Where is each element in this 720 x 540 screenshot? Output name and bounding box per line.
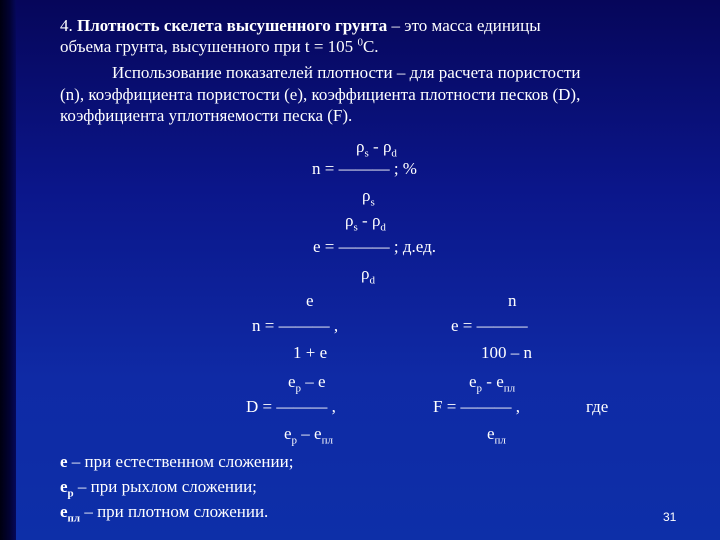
formula-F-line: F = ――― , [433,397,521,416]
item-number: 4. [60,16,73,35]
formula-F-numerator: $е_p - е_{пл}$ [469,372,516,395]
formula-e2-line: е = ――― [451,316,528,335]
formula-n-denominator: $\rho_s$ [362,186,375,209]
legend-item-natural: е – при естественном сложении; [60,452,294,471]
formula-e-numerator: $\rho_s - \rho_d$ [345,211,386,234]
paragraph-2-line-1: Использование показателей плотности – для расчета пористости [112,63,581,82]
formula-e2-numerator: n [508,291,517,310]
legend-item-loose: $е_p$ – при рыхлом сложении; [60,477,257,500]
formula-e-line: е = ――― ; д.ед. [313,237,436,256]
paragraph-2-line-3: коэффициента уплотняемости песка (F). [60,106,353,125]
formula-D-line: D = ――― , [246,397,336,416]
paragraph-1-line-1 [60,16,541,36]
paragraph-2-line-2: (n), коэффициента пористости (е), коэффициента плотности песков (D), [60,85,581,104]
formula-D-denominator: $е_p - е_{пл}$ [284,424,333,447]
formula-e-denominator: $\rho_d$ [361,264,375,287]
definition-text-2: объема грунта, высушенного при t = 105 [60,37,358,56]
paragraph-1-line-2 [60,37,379,57]
where-label: где [586,397,609,416]
formula-n-numerator: $\rho_s - \rho_d$ [356,137,397,160]
formula-n2-denominator: 1 + е [293,343,328,362]
formula-n-line: n = ――― ; % [312,159,417,178]
degree-sup: 0 [357,36,363,49]
formula-n2-numerator: е [306,291,314,310]
formula-F-denominator: $е_{пл}$ [487,424,506,447]
temperature-unit: С. [362,37,379,56]
formula-e2-denominator: 100 – n [481,343,532,362]
definition-term: Плотность скелета высушенного грунта [77,16,388,35]
definition-text: – это масса единицы [387,16,541,35]
page-number: 31 [663,510,677,524]
formula-D-numerator: $е_p$ – е [288,372,326,395]
legend-item-dense: $е_{пл}$ – при плотном сложении. [60,502,269,525]
formula-n2-line: n = ――― , [252,316,339,335]
